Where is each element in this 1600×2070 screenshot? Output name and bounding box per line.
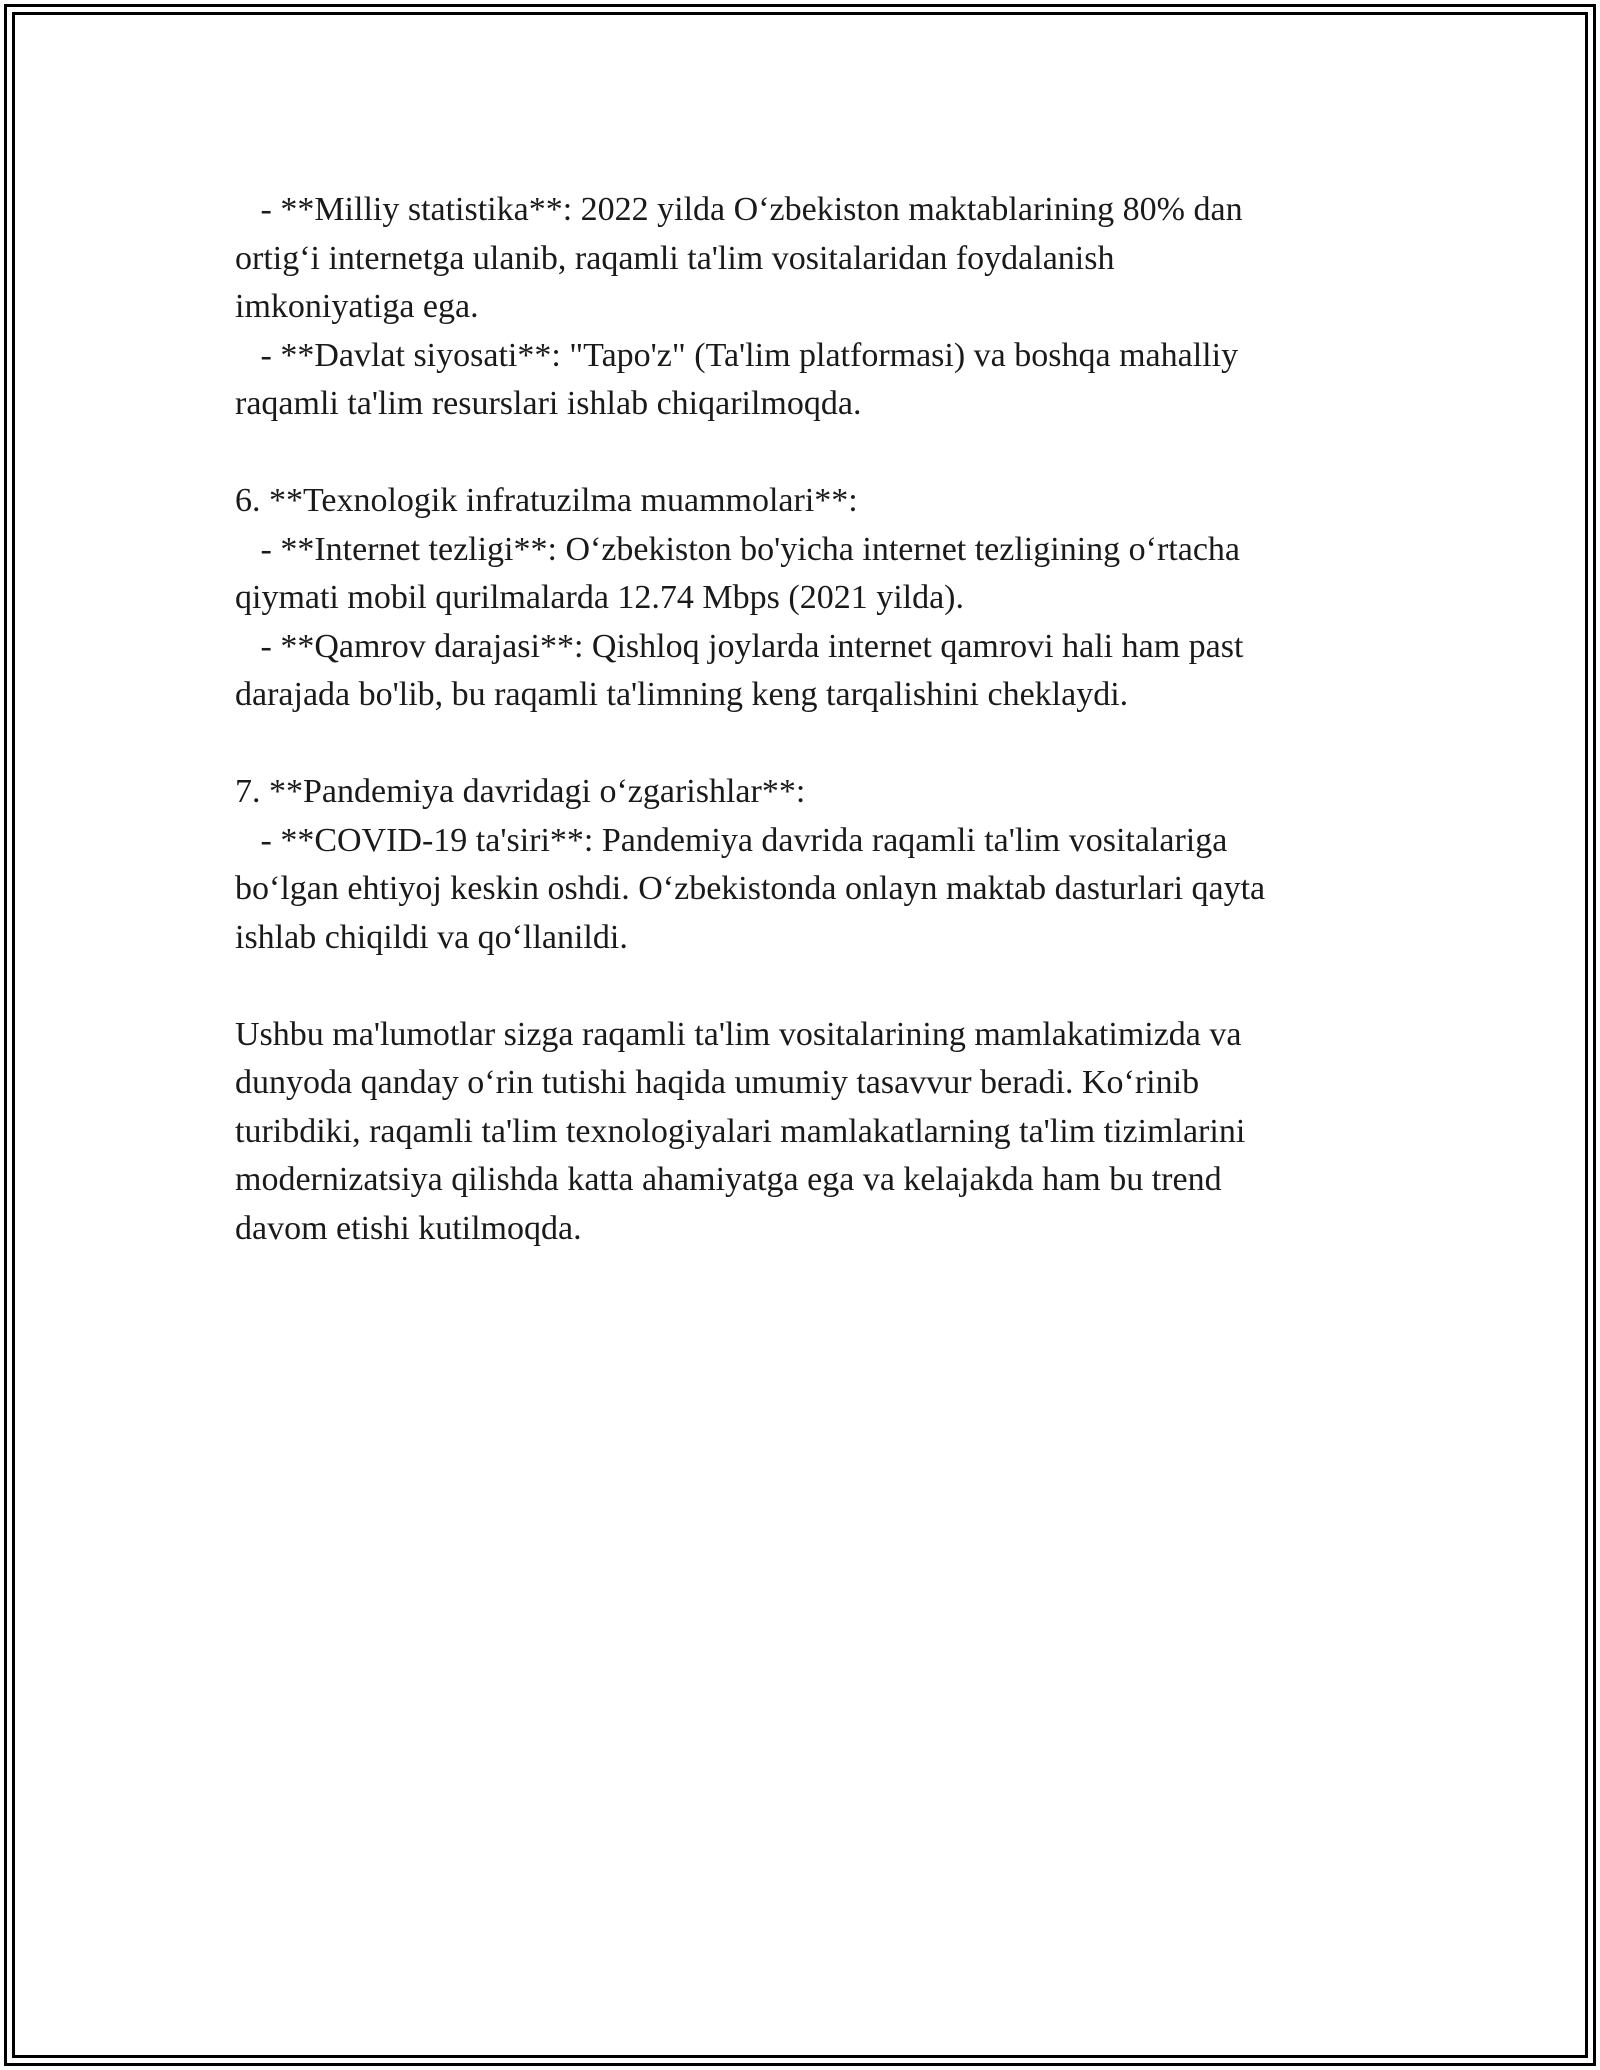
text-line: modernizatsiya qilishda katta ahamiyatga ega va kelajakda ham bu trend	[235, 1161, 1222, 1198]
paragraph-gap	[235, 962, 1365, 1011]
text-line: imkoniyatiga ega.	[235, 288, 479, 325]
section-statistics	[235, 186, 1365, 429]
text-line: - **Internet tezligi**: O‘zbekiston bo'yicha internet tezligining o‘rtacha	[235, 530, 1241, 568]
text-line: davom etishi kutilmoqda.	[235, 1209, 582, 1247]
paragraph-gap	[235, 429, 1365, 478]
text-line: dunyoda qanday o‘rin tutishi haqida umumiy tasavvur beradi. Ko‘rinib	[235, 1064, 1200, 1101]
text-line: raqamli ta'lim resurslari ishlab chiqarilmoqda.	[235, 385, 862, 422]
text-line: 6. **Texnologik infratuzilma muammolari**:	[235, 482, 858, 519]
text-line: - **Davlat siyosati**: "Tapo'z" (Ta'lim platformasi) va boshqa mahalliy	[235, 336, 1239, 374]
section-conclusion	[235, 1011, 1365, 1254]
text-line: darajada bo'lib, bu raqamli ta'limning keng tarqalishini cheklaydi.	[235, 676, 1129, 713]
section-infrastructure	[235, 477, 1365, 720]
paragraph-gap	[235, 720, 1365, 769]
text-line: ishlab chiqildi va qo‘llanildi.	[235, 918, 628, 956]
document-body	[235, 186, 1365, 1253]
text-line: qiymati mobil qurilmalarda 12.74 Mbps (2021 yilda).	[235, 579, 965, 616]
text-line: - **Milliy statistika**: 2022 yilda O‘zbekiston maktablarining 80% dan	[235, 191, 1243, 228]
text-line: - **COVID-19 ta'siri**: Pandemiya davrida raqamli ta'lim vositalariga	[235, 821, 1228, 859]
text-line: Ushbu ma'lumotlar sizga raqamli ta'lim vositalarining mamlakatimizda va	[235, 1015, 1242, 1053]
section-pandemic	[235, 768, 1365, 962]
text-line: ortig‘i internetga ulanib, raqamli ta'lim vositalaridan foydalanish	[235, 239, 1115, 277]
text-line: - **Qamrov darajasi**: Qishloq joylarda internet qamrovi hali ham past	[235, 627, 1244, 665]
text-line: turibdiki, raqamli ta'lim texnologiyalari mamlakatlarning ta'lim tizimlarini	[235, 1112, 1246, 1150]
text-line: bo‘lgan ehtiyoj keskin oshdi. O‘zbekistonda onlayn maktab dasturlari qayta	[235, 870, 1266, 907]
text-line: 7. **Pandemiya davridagi o‘zgarishlar**:	[235, 773, 806, 810]
